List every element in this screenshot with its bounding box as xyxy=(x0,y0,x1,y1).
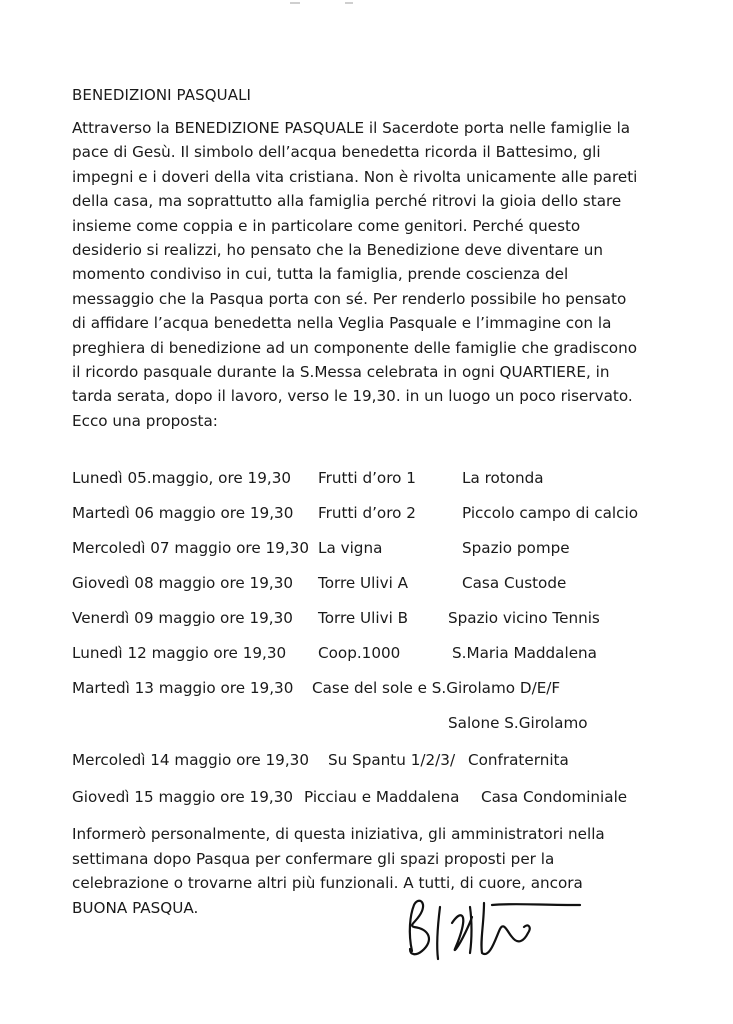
schedule-place: La rotonda xyxy=(462,469,544,487)
intro-line: momento condiviso in cui, tutta la famiglia, prende coscienza del xyxy=(72,265,569,284)
document-title: BENEDIZIONI PASQUALI xyxy=(72,86,252,104)
handwritten-signature xyxy=(400,893,590,973)
schedule-area: Picciau e Maddalena xyxy=(304,788,460,806)
closing-line: BUONA PASQUA. xyxy=(72,898,199,917)
schedule-date: Lunedì 12 maggio ore 19,30 xyxy=(72,644,287,662)
schedule-place: Casa Custode xyxy=(462,574,567,592)
intro-line: pace di Gesù. Il simbolo dell’acqua benedetta ricorda il Battesimo, gli xyxy=(72,143,601,162)
schedule-area: La vigna xyxy=(318,539,383,557)
schedule-area: Coop.1000 xyxy=(318,644,401,662)
schedule-place: S.Maria Maddalena xyxy=(452,644,597,662)
schedule-area: Su Spantu 1/2/3/ xyxy=(328,751,456,769)
schedule-date: Mercoledì 14 maggio ore 19,30 xyxy=(72,751,309,769)
schedule-date: Lunedì 05.maggio, ore 19,30 xyxy=(72,469,292,487)
intro-line: preghiera di benedizione ad un componente delle famiglie che gradiscono xyxy=(72,338,638,357)
schedule-area: Torre Ulivi B xyxy=(318,609,409,627)
intro-paragraph xyxy=(72,116,712,433)
intro-line: Ecco una proposta: xyxy=(72,411,218,430)
schedule-place: Spazio vicino Tennis xyxy=(448,609,600,627)
closing-line: settimana dopo Pasqua per confermare gli spazi proposti per la xyxy=(72,849,555,868)
schedule-date: Giovedì 15 maggio ore 19,30 xyxy=(72,788,294,806)
schedule-area: Frutti d’oro 1 xyxy=(318,469,416,487)
intro-line: il ricordo pasquale durante la S.Messa celebrata in ogni QUARTIERE, in xyxy=(72,363,610,382)
schedule-place: Salone S.Girolamo xyxy=(448,714,588,732)
schedule-place: Spazio pompe xyxy=(462,539,570,557)
closing-line: Informerò personalmente, di questa iniziativa, gli amministratori nella xyxy=(72,825,605,843)
schedule-place: Piccolo campo di calcio xyxy=(462,504,639,522)
schedule-place: Confraternita xyxy=(468,751,569,769)
schedule-date: Giovedì 08 maggio ore 19,30 xyxy=(72,574,294,592)
intro-line: tarda serata, dopo il lavoro, verso le 19,30. in un luogo un poco riservato. xyxy=(72,387,633,406)
intro-line: della casa, ma soprattutto alla famiglia perché ritrovi la gioia dello stare xyxy=(72,192,622,211)
schedule-date: Venerdì 09 maggio ore 19,30 xyxy=(72,609,293,627)
intro-line: Attraverso la BENEDIZIONE PASQUALE il Sacerdote porta nelle famiglie la xyxy=(72,119,631,137)
schedule-date: Martedì 06 maggio ore 19,30 xyxy=(72,504,294,522)
intro-line: messaggio che la Pasqua porta con sé. Per renderlo possibile ho pensato xyxy=(72,289,627,308)
schedule-place: Casa Condominiale xyxy=(481,788,628,806)
schedule-area: Case del sole e S.Girolamo D/E/F xyxy=(312,679,561,697)
intro-line: insieme come coppia e in particolare come genitori. Perché questo xyxy=(72,216,581,235)
intro-line: desiderio si realizzi, ho pensato che la Benedizione deve diventare un xyxy=(72,241,604,260)
schedule-date: Mercoledì 07 maggio ore 19,30 xyxy=(72,539,309,557)
scan-mark xyxy=(290,2,300,4)
schedule-area: Torre Ulivi A xyxy=(318,574,409,592)
scan-mark xyxy=(345,2,353,4)
closing-line: celebrazione o trovarne altri più funzionali. A tutti, di cuore, ancora xyxy=(72,874,583,893)
intro-line: impegni e i doveri della vita cristiana. Non è rivolta unicamente alle pareti xyxy=(72,167,638,186)
intro-line: di affidare l’acqua benedetta nella Veglia Pasquale e l’immagine con la xyxy=(72,314,612,333)
schedule-date: Martedì 13 maggio ore 19,30 xyxy=(72,679,294,697)
schedule-area: Frutti d’oro 2 xyxy=(318,504,416,522)
